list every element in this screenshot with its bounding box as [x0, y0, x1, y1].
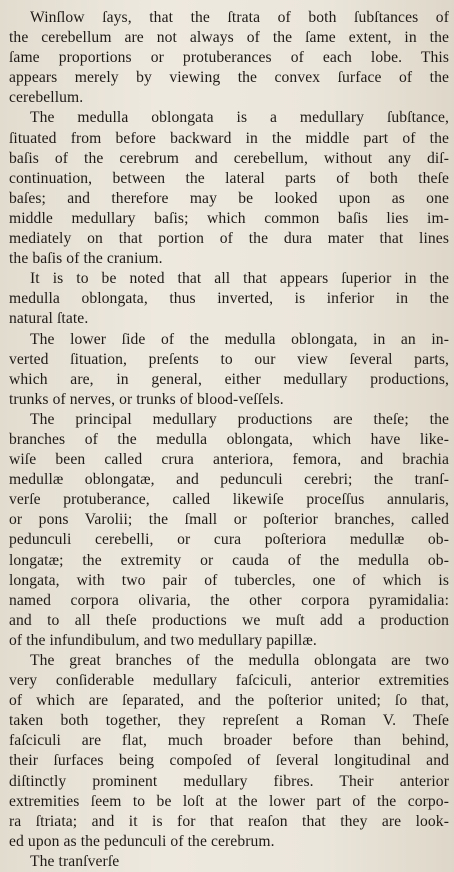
text-line: medulla oblongata, thus inverted, is inferior in the: [9, 290, 449, 308]
text-line: baſis of the cerebrum and cerebellum, without any diſ-: [9, 149, 449, 167]
paragraph: [9, 651, 449, 852]
text-line: natural ſtate.: [9, 310, 89, 328]
text-line: faſciculi are flat, much broader before than behind,: [9, 732, 449, 750]
text-line: extremities ſeem to be loſt at the lower part of the corpo-: [9, 792, 449, 810]
text-line: and to all theſe productions we muſt add a production: [9, 611, 449, 629]
text-line: wiſe been called crura anteriora, femora, and brachia: [9, 451, 449, 469]
text-line: The tranſverſe: [30, 852, 120, 870]
text-line: Winſlow ſays, that the ſtrata of both ſubſtances of: [30, 9, 449, 26]
text-line: The principal medullary productions are theſe; the: [30, 410, 449, 428]
text-line: ed upon as the pedunculi of the cerebrum.: [9, 832, 275, 850]
text-line: cerebellum.: [9, 89, 84, 107]
text-line: The lower ſide of the medulla oblongata, in an in-: [30, 330, 449, 348]
text-line: very conſiderable medullary faſciculi, anterior extremities: [9, 672, 449, 690]
page-text-body: [9, 8, 449, 870]
book-page: [9, 8, 449, 870]
text-line: trunks of nerves, or trunks of blood-veſſels.: [9, 390, 284, 408]
text-line: of the infundibulum, and two medullary papillæ.: [9, 631, 317, 649]
text-line: middle medullary baſis; which common baſis lies im-: [9, 209, 449, 227]
paragraph: [9, 269, 449, 329]
text-line: The medulla oblongata is a medullary ſubſtance,: [30, 109, 449, 127]
text-line: taken both together, they repreſent a Roman V. Theſe: [9, 712, 449, 730]
text-line: branches of the medulla oblongata, which have like-: [9, 430, 449, 448]
text-line: longatæ; the extremity or cauda of the medulla ob-: [9, 551, 449, 569]
text-line: named corpora olivaria, the other corpora pyramidalia:: [9, 591, 449, 609]
text-line: verted ſituation, preſents to our view ſeveral parts,: [9, 350, 449, 368]
text-line: It is to be noted that all that appears ſuperior in the: [30, 270, 449, 288]
paragraph: [9, 330, 449, 410]
text-line: longata, with two pair of tubercles, one of which is: [9, 571, 449, 589]
paragraph: [9, 8, 449, 108]
text-line: verſe protuberance, called likewiſe proceſſus annularis,: [9, 491, 449, 509]
text-line: pedunculi cerebelli, or cura poſteriora medullæ ob-: [9, 531, 449, 549]
text-line: ſame proportions or protuberances of each lobe. This: [9, 49, 449, 67]
text-line: baſes; and therefore may be looked upon as one: [9, 189, 449, 207]
text-line: the baſis of the cranium.: [9, 250, 163, 268]
text-line: the cerebellum are not always of the ſame extent, in the: [9, 29, 449, 47]
text-line: of which are ſeparated, and the poſterior united; ſo that,: [9, 692, 449, 710]
paragraph: [9, 410, 449, 651]
text-line: mediately on that portion of the dura mater that lines: [9, 230, 449, 248]
paragraph: [9, 108, 449, 269]
text-line: their ſurfaces being compoſed of ſeveral longitudinal and: [9, 752, 449, 770]
text-line: which are, in general, either medullary productions,: [9, 370, 449, 388]
text-line: ſituated from before backward in the middle part of the: [9, 129, 449, 147]
text-line: diſtinctly prominent medullary fibres. Their anterior: [9, 772, 449, 790]
text-line: ra ſtriata; and it is for that reaſon that they are look-: [9, 812, 449, 830]
paragraph: [9, 852, 449, 870]
text-line: appears merely by viewing the convex ſurface of the: [9, 69, 449, 87]
text-line: or pons Varolii; the ſmall or poſterior branches, called: [9, 511, 449, 529]
text-line: The great branches of the medulla oblongata are two: [30, 652, 449, 669]
text-line: continuation, between the lateral parts of both theſe: [9, 169, 449, 187]
text-line: medullæ oblongatæ, and pedunculi cerebri; the tranſ-: [9, 471, 449, 489]
